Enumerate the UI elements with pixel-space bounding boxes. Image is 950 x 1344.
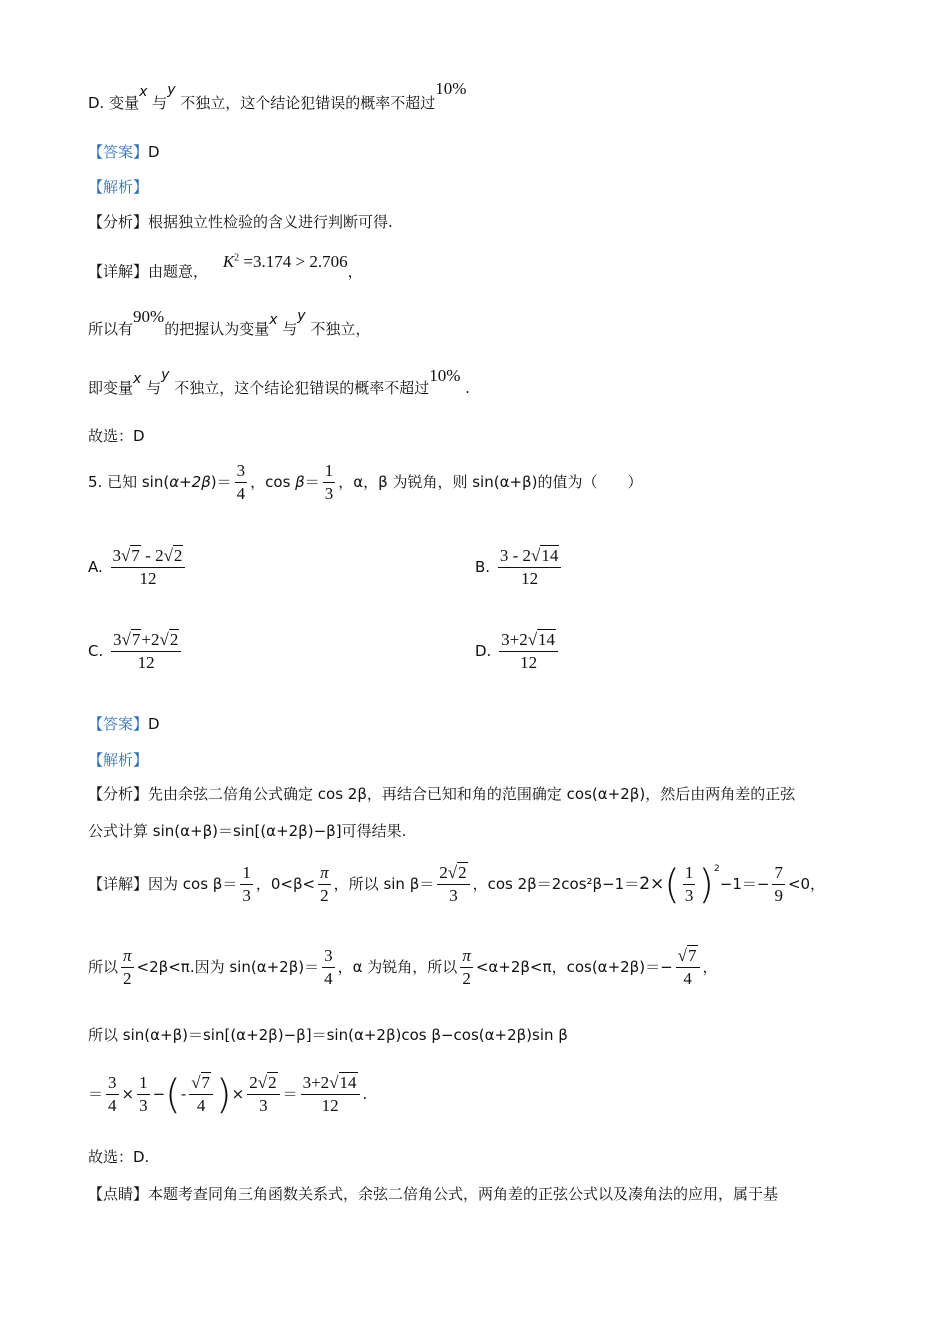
- num: 3: [322, 945, 335, 968]
- num: 3√7+2√2: [111, 629, 181, 652]
- var-x: x: [139, 84, 148, 100]
- dianjing-tag: 【点睛】: [88, 1185, 149, 1203]
- num: 7: [772, 862, 785, 885]
- text: 5. 已知 sin(: [88, 473, 170, 491]
- den: 3: [242, 886, 251, 905]
- text: )＝: [210, 473, 232, 491]
- text: ＝: [282, 1085, 298, 1103]
- op: +: [141, 630, 151, 649]
- den: 9: [774, 886, 783, 905]
- fenxi-text: 根据独立性检验的含义进行判断可得.: [148, 213, 393, 231]
- answer-tag: 【答案】: [88, 715, 149, 733]
- text: ，: [702, 958, 718, 976]
- var-y: y: [297, 308, 306, 324]
- num: π: [121, 945, 134, 968]
- text: 2: [150, 630, 160, 649]
- den: 4: [324, 969, 333, 988]
- percent: 10%: [435, 79, 467, 98]
- option-a[interactable]: [88, 545, 188, 590]
- radicand: 2: [458, 863, 467, 882]
- option-fraction: [111, 629, 181, 674]
- var-y: y: [161, 367, 170, 383]
- var-x: x: [133, 371, 142, 387]
- text: ×: [121, 1085, 135, 1103]
- den: 3: [139, 1096, 148, 1115]
- text: ＝: [304, 473, 320, 491]
- text: ，cos 2β＝2cos²β−1＝: [472, 875, 640, 893]
- k-exponent: 2: [234, 252, 240, 263]
- den: 4: [236, 484, 246, 503]
- text: <α+2β<π，cos(α+2β)＝−: [475, 958, 673, 976]
- k-symbol: K: [222, 251, 235, 271]
- k-formula: [223, 252, 348, 271]
- text: 3: [112, 546, 122, 565]
- fraction: [460, 945, 473, 990]
- text: 不独立，这个结论犯错误的概率不超过: [174, 379, 430, 397]
- fraction: [318, 862, 331, 907]
- den: 3: [449, 886, 458, 905]
- text: ，所以 sin β＝: [333, 875, 435, 893]
- detail-tag: 【详解】: [88, 875, 149, 893]
- q5-answer: [88, 713, 160, 735]
- text: 由题意，: [148, 262, 209, 281]
- fraction: [772, 862, 785, 907]
- den: 2: [320, 886, 329, 905]
- num: 2√2: [437, 862, 469, 885]
- fraction: [301, 1072, 360, 1117]
- den: 12: [520, 653, 538, 672]
- radicand: 14: [541, 546, 559, 565]
- den: 12: [137, 653, 155, 672]
- num: 3+2√14: [301, 1072, 360, 1095]
- text: .: [465, 379, 470, 397]
- den: 12: [139, 569, 157, 588]
- fraction: [676, 945, 700, 990]
- den: 4: [108, 1096, 117, 1115]
- fraction: [235, 460, 248, 505]
- num: 3√7 - 2√2: [111, 545, 186, 568]
- option-b[interactable]: [475, 545, 564, 590]
- fraction: [683, 862, 696, 907]
- num: π: [318, 862, 331, 885]
- text: 所以有: [88, 320, 134, 338]
- dianjing-text: 本题考查同角三角函数关系式，余弦二倍角公式，两角差的正弦公式以及凑角法的应用，属于基: [148, 1185, 779, 1203]
- text: ＝: [88, 1085, 104, 1103]
- fraction: [323, 460, 336, 505]
- option-fraction: [111, 545, 186, 590]
- text: .: [362, 1085, 368, 1103]
- num: 1: [323, 460, 336, 483]
- fenxi-text: 公式计算 sin(α+β)＝sin[(α+2β)−β]可得结果.: [88, 822, 407, 840]
- fraction: [189, 1072, 213, 1117]
- q5-analysis-tag: [88, 749, 148, 771]
- choose-text: 故选：D.: [88, 1148, 150, 1166]
- analysis-tag: 【解析】: [88, 178, 149, 196]
- paren-left: (: [664, 861, 680, 908]
- text: 的把握认为变量: [164, 320, 270, 338]
- q4-line3: [88, 366, 470, 400]
- q4-fenxi: [88, 211, 393, 233]
- num: 1: [240, 862, 253, 885]
- text: 与: [146, 379, 162, 397]
- q5-fenxi-line2: [88, 820, 406, 842]
- q5-detail-line3: [88, 1024, 568, 1046]
- k-value: =3.174 > 2.706: [243, 251, 348, 271]
- choose-text: 故选：D: [88, 427, 145, 445]
- text: ，0<β<: [255, 875, 316, 893]
- den: 3: [684, 886, 694, 905]
- radicand: 7: [688, 946, 697, 965]
- fraction: [137, 1072, 150, 1117]
- fenxi-text: 先由余弦二倍角公式确定 cos 2β，再结合已知和角的范围确定 cos(α+2β)，然后由两角差的正弦: [148, 785, 796, 803]
- paren-right: ): [216, 1071, 232, 1118]
- fenxi-tag: 【分析】: [88, 213, 149, 231]
- num: 1: [137, 1072, 150, 1095]
- num: 3 - 2√14: [498, 545, 562, 568]
- radicand: 7: [201, 1073, 211, 1092]
- radicand: 2: [268, 1073, 277, 1092]
- text: α+2β: [169, 473, 211, 491]
- text: −1＝−: [719, 875, 770, 893]
- option-fraction: [498, 545, 562, 590]
- fraction: [322, 945, 335, 990]
- text: ，: [347, 262, 363, 281]
- fraction: [106, 1072, 119, 1117]
- answer-tag: 【答案】: [88, 143, 149, 161]
- q4-line2: [88, 307, 371, 341]
- text: 不独立，这个结论犯错误的概率不超过: [180, 94, 436, 112]
- text: ，cos: [250, 473, 296, 491]
- q4-analysis-tag: [88, 176, 148, 198]
- op: -: [140, 546, 156, 565]
- text: 2: [522, 546, 532, 565]
- num: 1: [683, 862, 696, 885]
- radicand: 7: [131, 630, 141, 649]
- den: 4: [683, 969, 692, 988]
- text: <0，: [787, 875, 826, 893]
- text: 3: [499, 546, 509, 565]
- radicand: 2: [173, 546, 183, 565]
- text: 3: [113, 630, 122, 649]
- text: 即变量: [88, 379, 134, 397]
- q5-stem: [88, 460, 642, 505]
- radicand: 2: [169, 630, 179, 649]
- radicand: 7: [131, 546, 140, 565]
- answer-value: D: [148, 143, 160, 161]
- exponent: 2: [714, 864, 720, 874]
- option-d[interactable]: [475, 629, 561, 674]
- text: -: [180, 1085, 187, 1103]
- text: 与: [282, 320, 298, 338]
- q5-choose: [88, 1146, 149, 1168]
- q4-detail: [88, 251, 363, 283]
- text: D. 变量: [88, 94, 140, 112]
- text: 因为 cos β＝: [148, 875, 238, 893]
- var-y: y: [167, 82, 176, 98]
- q4-answer: [88, 141, 160, 163]
- radicand: 14: [339, 1073, 357, 1092]
- option-fraction: [499, 629, 558, 674]
- text: β: [295, 473, 305, 491]
- var-x: x: [269, 312, 278, 328]
- text: 2: [519, 630, 528, 649]
- text: −: [152, 1085, 166, 1103]
- percent: 10%: [429, 366, 461, 385]
- op: -: [508, 546, 523, 565]
- option-label: D.: [475, 642, 492, 660]
- text: 2: [155, 546, 164, 565]
- text: 2: [439, 863, 448, 882]
- text: <2β<π.因为 sin(α+2β)＝: [136, 958, 320, 976]
- radicand: 14: [538, 630, 556, 649]
- q4-choose: [88, 425, 145, 447]
- op: +: [509, 630, 520, 649]
- text: ×: [231, 1085, 245, 1103]
- q4-option-d: [88, 79, 467, 115]
- text: ，α 为锐角，所以: [337, 958, 458, 976]
- text: 2×: [639, 874, 665, 894]
- num: √7: [189, 1072, 213, 1095]
- q5-detail-line1: [88, 862, 825, 907]
- text: 所以 sin(α+β)＝sin[(α+2β)−β]＝sin(α+2β)cos β−cos(α+2β)sin β: [88, 1026, 568, 1044]
- percent: 90%: [133, 307, 165, 326]
- num: π: [460, 945, 473, 968]
- den: 12: [521, 569, 539, 588]
- num: 2√2: [247, 1072, 279, 1095]
- text: 2: [249, 1073, 258, 1092]
- q5-detail-line2: [88, 945, 718, 990]
- detail-tag: 【详解】: [88, 262, 149, 281]
- q5-fenxi-line1: [88, 783, 795, 805]
- fraction: [247, 1072, 279, 1117]
- paren-left: (: [165, 1071, 181, 1118]
- den: 3: [259, 1096, 268, 1115]
- den: 2: [462, 969, 471, 988]
- option-label: C.: [88, 642, 104, 660]
- num: 3: [106, 1072, 119, 1095]
- text: 3+2: [302, 1073, 330, 1092]
- fraction: [437, 862, 469, 907]
- text: 3: [501, 630, 510, 649]
- text: 所以: [88, 958, 119, 976]
- answer-value: D: [148, 715, 160, 733]
- den: 3: [324, 484, 334, 503]
- num: √7: [676, 945, 700, 968]
- num: 3: [235, 460, 248, 483]
- option-label: A.: [88, 558, 103, 576]
- den: 4: [196, 1096, 206, 1115]
- option-label: B.: [475, 558, 491, 576]
- paren-right: ): [698, 861, 715, 908]
- text: 与: [152, 94, 168, 112]
- num: 3+2√14: [499, 629, 558, 652]
- den: 2: [123, 969, 132, 988]
- option-c[interactable]: [88, 629, 184, 674]
- den: 12: [321, 1096, 339, 1115]
- analysis-tag: 【解析】: [88, 751, 149, 769]
- text: ，α，β 为锐角，则 sin(α+β)的值为（ ）: [338, 473, 643, 491]
- q5-dianjing: [88, 1183, 778, 1205]
- q5-detail-line4: [88, 1072, 367, 1117]
- fenxi-tag: 【分析】: [88, 785, 149, 803]
- fraction: [240, 862, 253, 907]
- text: 不独立，: [310, 320, 371, 338]
- fraction: [121, 945, 134, 990]
